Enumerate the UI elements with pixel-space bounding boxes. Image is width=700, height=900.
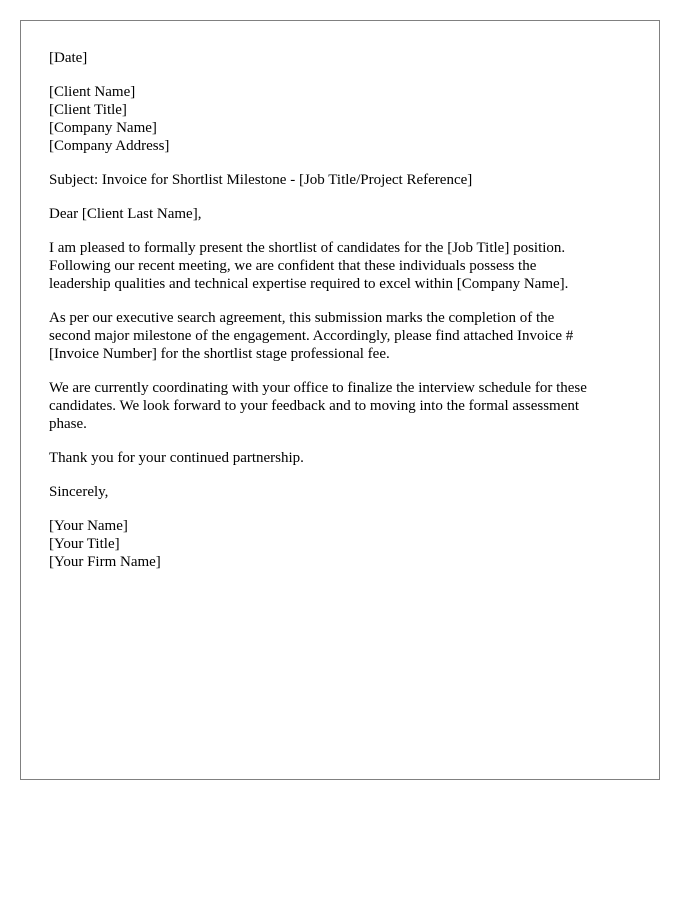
thanks-text: Thank you for your continued partnership.: [49, 450, 304, 466]
signer-title: [Your Title]: [49, 536, 120, 552]
date-block: [49, 49, 619, 67]
paragraph-interviews: [49, 379, 619, 433]
recipient-company: [Company Name]: [49, 120, 157, 136]
salutation-text: Dear [Client Last Name],: [49, 206, 202, 222]
letter-page: [20, 20, 660, 780]
signature-block: [49, 517, 619, 571]
signer-firm: [Your Firm Name]: [49, 554, 161, 570]
closing-text: Sincerely,: [49, 484, 109, 500]
paragraph-line: leadership qualities and technical expertise required to excel within [Company Name].: [49, 276, 569, 292]
thanks-line: [49, 449, 619, 467]
recipient-title: [Client Title]: [49, 102, 127, 118]
recipient-address-block: [49, 83, 619, 155]
paragraph-line: We are currently coordinating with your office to finalize the interview schedule for these: [49, 380, 587, 396]
paragraph-line: [Invoice Number] for the shortlist stage professional fee.: [49, 346, 390, 362]
subject-line: [49, 171, 619, 189]
recipient-address: [Company Address]: [49, 138, 170, 154]
paragraph-line: As per our executive search agreement, this submission marks the completion of the: [49, 310, 555, 326]
letter-body: [49, 49, 619, 587]
closing: [49, 483, 619, 501]
paragraph-line: Following our recent meeting, we are confident that these individuals possess the: [49, 258, 537, 274]
paragraph-invoice: [49, 309, 619, 363]
recipient-name: [Client Name]: [49, 84, 136, 100]
paragraph-line: candidates. We look forward to your feedback and to moving into the formal assessment: [49, 398, 580, 414]
paragraph-line: phase.: [49, 416, 87, 432]
subject-text: Subject: Invoice for Shortlist Milestone - [Job Title/Project Reference]: [49, 172, 473, 188]
paragraph-line: I am pleased to formally present the shortlist of candidates for the [Job Title] position.: [49, 240, 566, 256]
paragraph-line: second major milestone of the engagement. Accordingly, please find attached Invoice #: [49, 328, 574, 344]
letter-date: [Date]: [49, 50, 88, 66]
salutation: [49, 205, 619, 223]
paragraph-shortlist: [49, 239, 619, 293]
signer-name: [Your Name]: [49, 518, 128, 534]
